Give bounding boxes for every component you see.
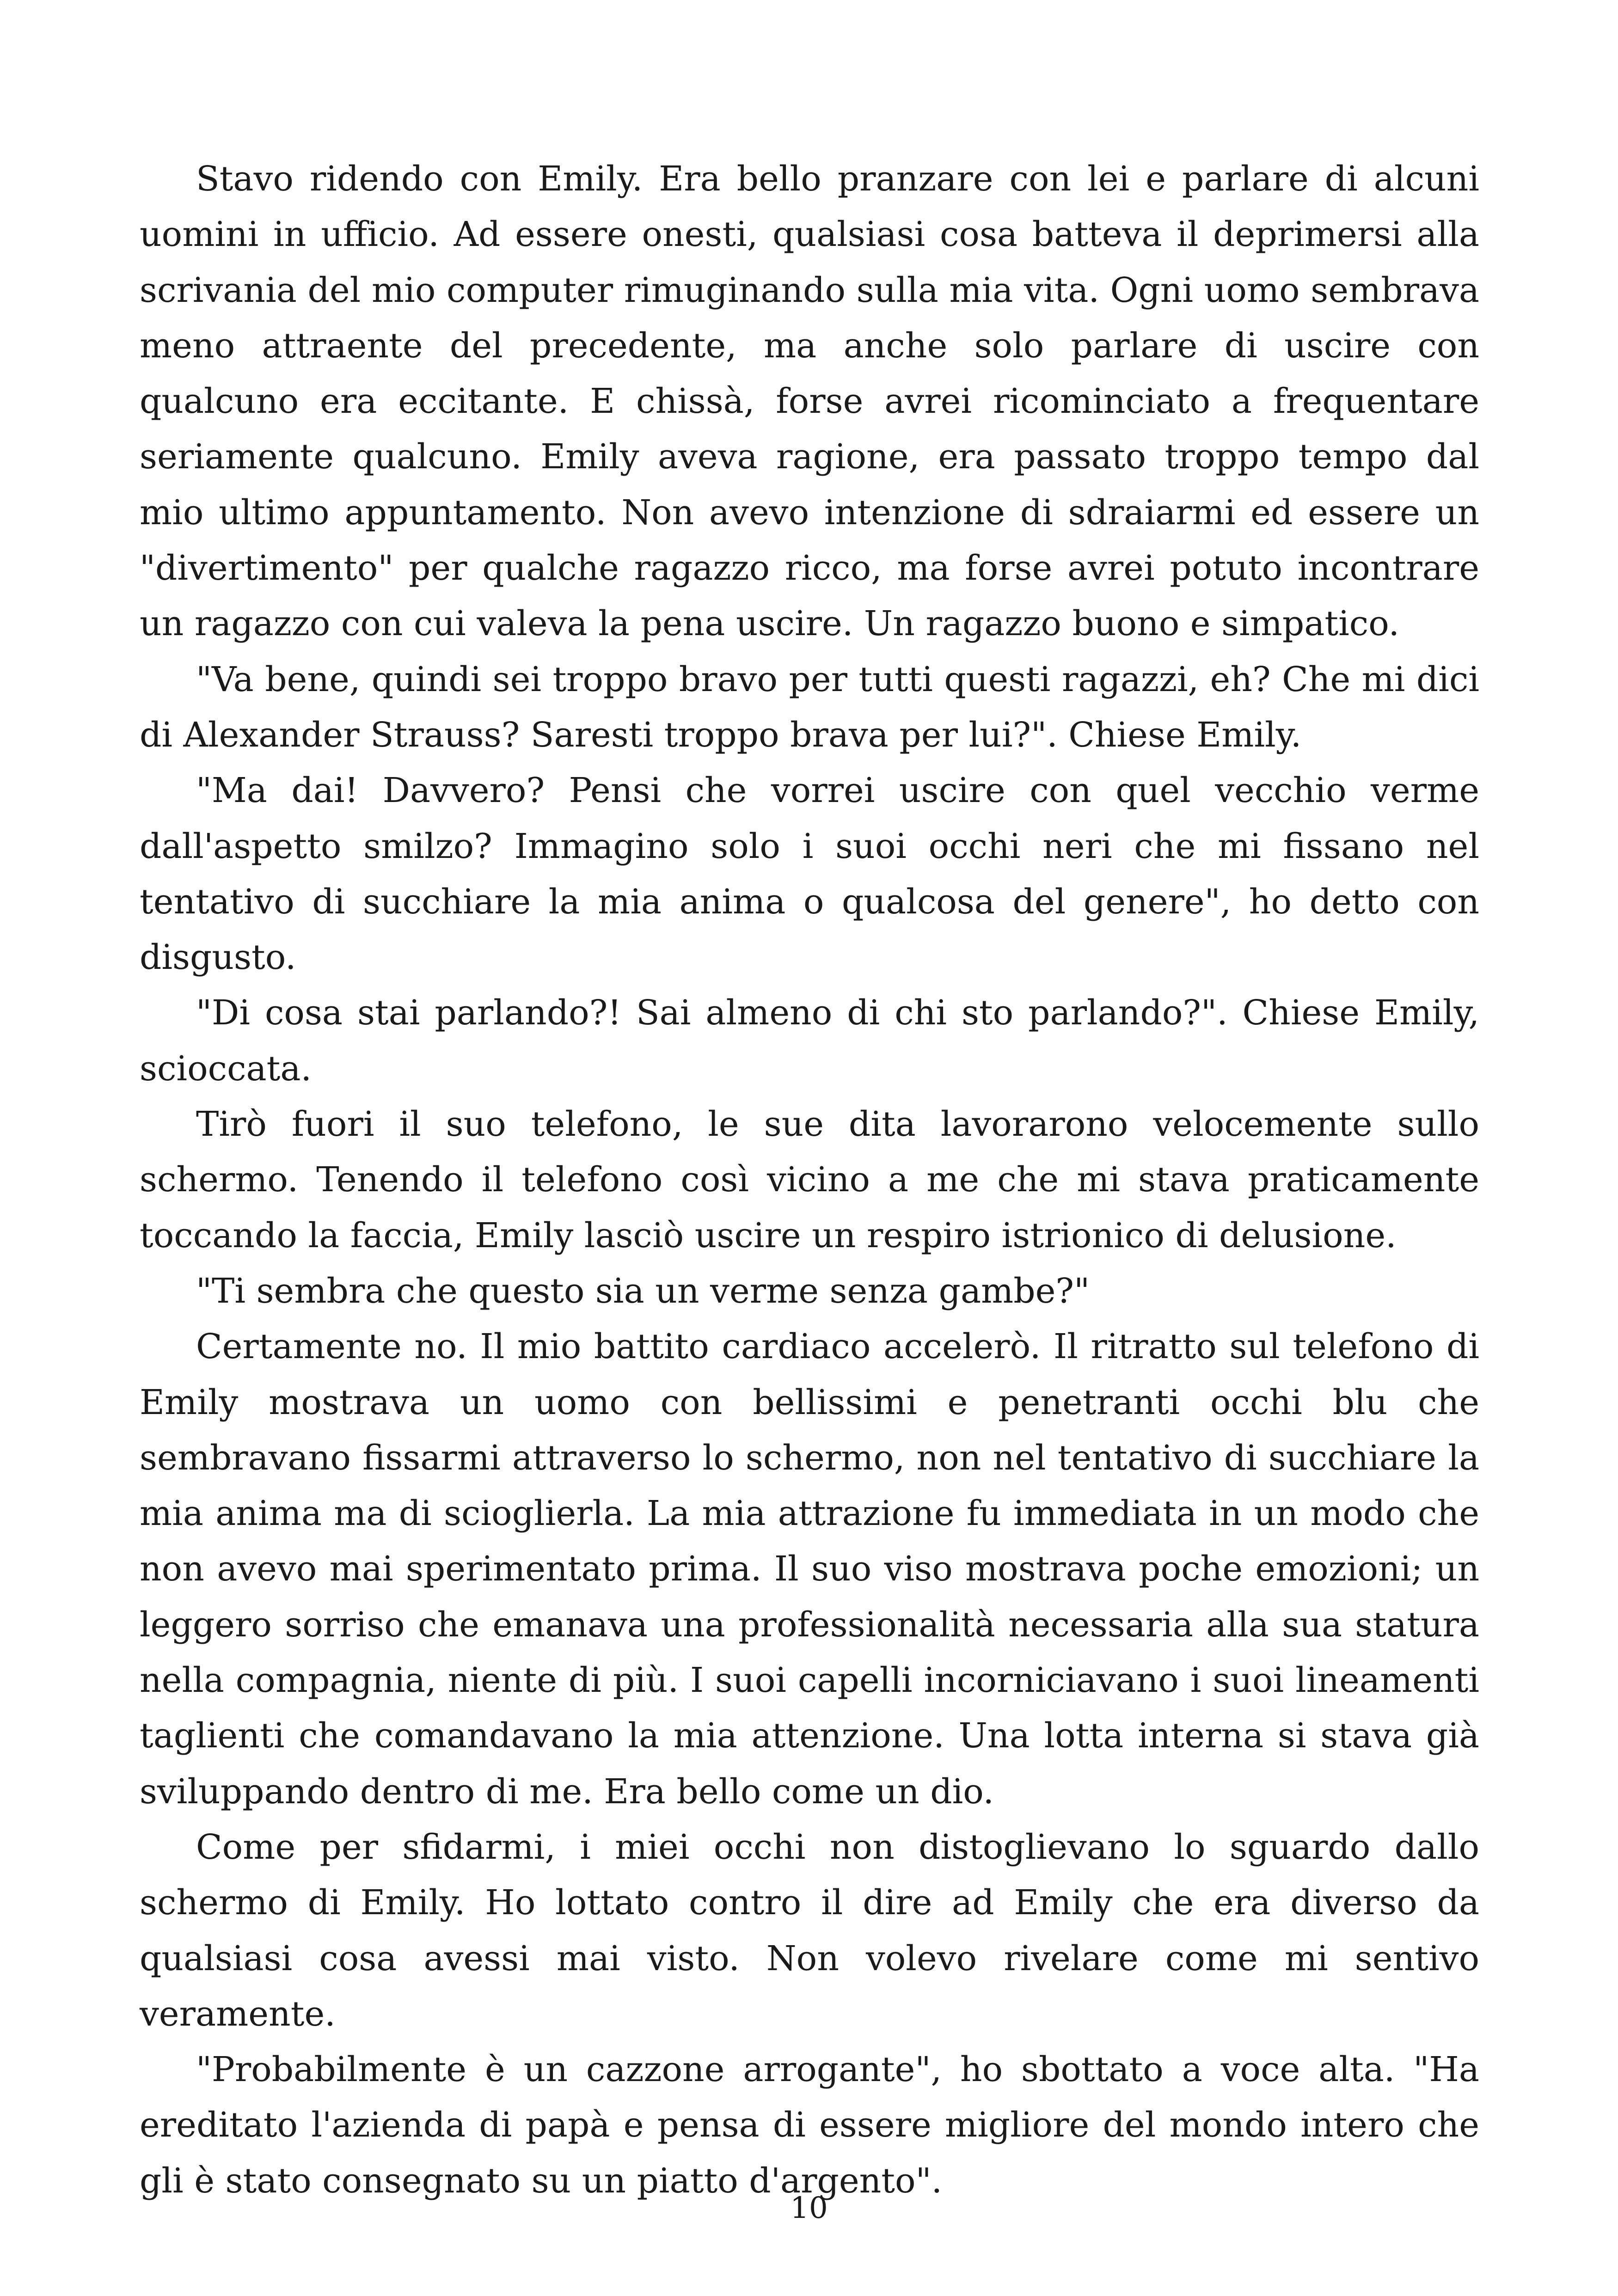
paragraph: "Di cosa stai parlando?! Sai almeno di chi sto parlando?". Chiese Emily, scioccata.	[140, 993, 1479, 1089]
paragraph: "Probabilmente è un cazzone arrogante", ho sbottato a voce alta. "Ha ereditato l'azienda di papà e pensa di essere migliore del mondo intero che gli è stato consegnato su un piatto d'argento".	[140, 2050, 1479, 2201]
paragraph: "Va bene, quindi sei troppo bravo per tutti questi ragazzi, eh? Che mi dici di Alexander Strauss? Saresti troppo brava per lui?". Chiese Emily.	[140, 659, 1479, 755]
paragraph: Tirò fuori il suo telefono, le sue dita lavorarono velocemente sullo schermo. Tenendo il telefono così vicino a me che mi stava praticamente toccando la faccia, Emily lasciò uscire un respiro istrionico di delusione.	[140, 1104, 1479, 1255]
paragraph: "Ma dai! Davvero? Pensi che vorrei uscire con quel vecchio verme dall'aspetto smilzo? Immagino solo i suoi occhi neri che mi fissano nel tentativo di succhiare la mia anima o qualcosa del genere", ho detto con disgusto.	[140, 771, 1479, 978]
paragraph: "Ti sembra che questo sia un verme senza gambe?"	[196, 1271, 1090, 1311]
page-number: 10	[790, 2191, 828, 2225]
body-text	[140, 151, 1479, 2209]
paragraph: Come per sfidarmi, i miei occhi non distoglievano lo sguardo dallo schermo di Emily. Ho lottato contro il dire ad Emily che era diverso da qualsiasi cosa avessi mai visto. Non volevo rivelare come mi sentivo veramente.	[140, 1827, 1479, 2034]
paragraph: Certamente no. Il mio battito cardiaco accelerò. Il ritratto sul telefono di Emily mostrava un uomo con bellissimi e penetranti occhi blu che sembravano fissarmi attraverso lo schermo, non nel tentativo di succhiare la mia anima ma di scioglierla. La mia attrazione fu immediata in un modo che non avevo mai sperimentato prima. Il suo viso mostrava poche emozioni; un leggero sorriso che emanava una professionalità necessaria alla sua statura nella compagnia, niente di più. I suoi capelli incorniciavano i suoi lineamenti taglienti che comandavano la mia attenzione. Una lotta interna si stava già sviluppando dentro di me. Era bello come un dio.	[140, 1327, 1479, 1812]
paragraph: Stavo ridendo con Emily. Era bello pranzare con lei e parlare di alcuni uomini in ufficio. Ad essere onesti, qualsiasi cosa batteva il deprimersi alla scrivania del mio computer rimuginando sulla mia vita. Ogni uomo sembrava meno attraente del precedente, ma anche solo parlare di uscire con qualcuno era eccitante. E chissà, forse avrei ricominciato a frequentare seriamente qualcuno. Emily aveva ragione, era passato troppo tempo dal mio ultimo appuntamento. Non avevo intenzione di sdraiarmi ed essere un "divertimento" per qualche ragazzo ricco, ma forse avrei potuto incontrare un ragazzo con cui valeva la pena uscire. Un ragazzo buono e simpatico.	[140, 159, 1479, 644]
